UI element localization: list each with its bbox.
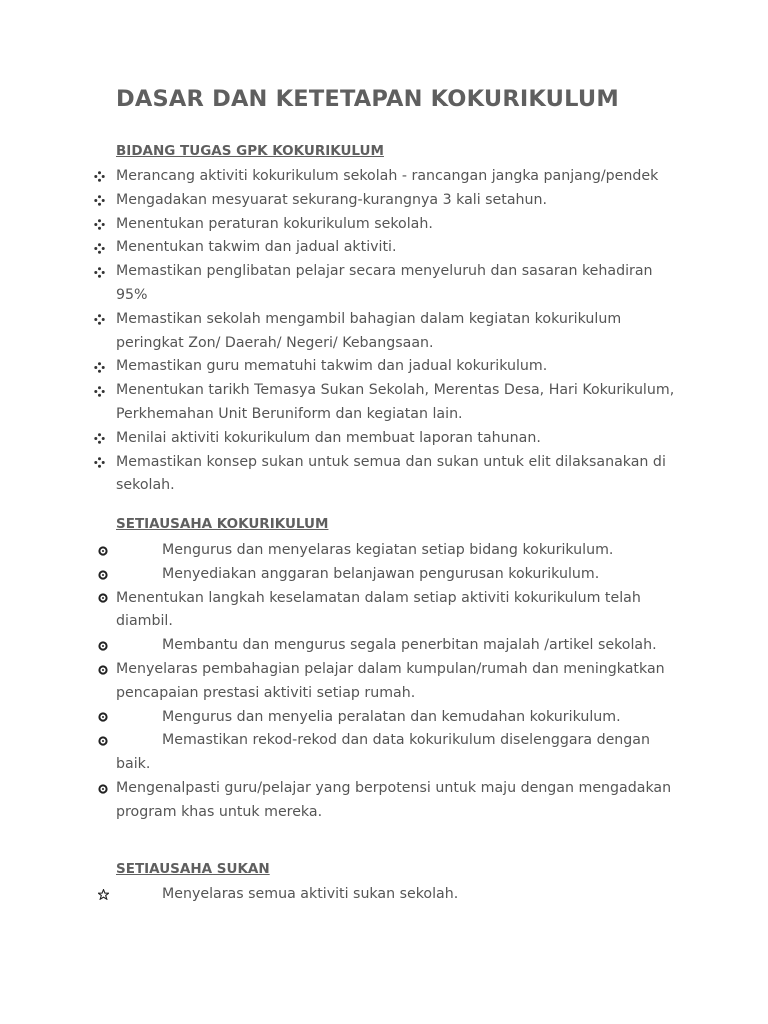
diamond-dots-icon — [93, 213, 105, 237]
diamond-dots-icon — [93, 427, 105, 451]
list-item — [0, 587, 768, 635]
list-item — [0, 883, 768, 907]
section-heading-bidang-tugas: BIDANG TUGAS GPK KOKURIKULUM — [116, 143, 384, 159]
ring-bullet-icon — [97, 587, 109, 611]
ring-bullet-icon — [97, 539, 109, 563]
section-heading-setiausaha-sukan: SETIAUSAHA SUKAN — [116, 861, 270, 877]
list-item-text: Memastikan konsep sukan untuk semua dan sukan untuk elit dilaksanakan di sekolah. — [116, 453, 666, 494]
list-item — [0, 308, 768, 356]
list-item — [0, 189, 768, 213]
diamond-dots-icon — [93, 165, 105, 189]
diamond-dots-icon — [93, 308, 105, 332]
list-item — [0, 236, 768, 260]
diamond-dots-icon — [93, 451, 105, 475]
ring-bullet-icon — [97, 729, 109, 753]
document-title: DASAR DAN KETETAPAN KOKURIKULUM — [116, 86, 619, 112]
list-item — [0, 165, 768, 189]
list-item-text: Memastikan guru mematuhi takwim dan jadual kokurikulum. — [116, 358, 548, 375]
list-item-text: Menyediakan anggaran belanjawan pengurusan kokurikulum. — [162, 565, 600, 582]
list-item-text: Merancang aktiviti kokurikulum sekolah - rancangan jangka panjang/pendek — [116, 168, 659, 184]
list-item-text: Menyelaras semua aktiviti sukan sekolah. — [162, 886, 459, 902]
list-item — [0, 260, 768, 308]
list-item-text: Mengurus dan menyelia peralatan dan kemudahan kokurikulum. — [162, 708, 621, 725]
list-item-text: Mengurus dan menyelaras kegiatan setiap bidang kokurikulum. — [162, 542, 614, 558]
list-item-text: Memastikan penglibatan pelajar secara menyeluruh dan sasaran kehadiran 95% — [116, 263, 653, 303]
diamond-dots-icon — [93, 189, 105, 213]
list-item-text: Menentukan langkah keselamatan dalam setiap aktiviti kokurikulum telah diambil. — [116, 589, 641, 630]
list-item-text: Mengadakan mesyuarat sekurang-kurangnya 3 kali setahun. — [116, 191, 548, 208]
list-item-text: Mengenalpasti guru/pelajar yang berpotensi untuk maju dengan mengadakan program khas untuk mereka. — [116, 779, 672, 820]
list-item — [0, 777, 768, 825]
list-item — [0, 634, 768, 658]
list-setiausaha-sukan — [0, 883, 768, 907]
list-item — [0, 658, 768, 706]
list-item — [0, 379, 768, 427]
section-heading-setiausaha-kokurikulum: SETIAUSAHA KOKURIKULUM — [116, 516, 329, 532]
ring-bullet-icon — [97, 563, 109, 587]
list-item — [0, 729, 768, 777]
list-item — [0, 706, 768, 730]
diamond-dots-icon — [93, 355, 105, 379]
ring-bullet-icon — [97, 634, 109, 658]
ring-bullet-icon — [97, 706, 109, 730]
list-bidang-tugas — [0, 165, 768, 498]
star-bullet-icon — [97, 883, 109, 907]
ring-bullet-icon — [97, 777, 109, 801]
list-item-text: Menilai aktiviti kokurikulum dan membuat laporan tahunan. — [116, 429, 541, 446]
list-item-text: Memastikan sekolah mengambil bahagian dalam kegiatan kokurikulum peringkat Zon/ Daerah/ Negeri/ Kebangsaan. — [116, 310, 622, 351]
diamond-dots-icon — [93, 236, 105, 260]
ring-bullet-icon — [97, 658, 109, 682]
list-item — [0, 213, 768, 237]
list-setiausaha-kokurikulum — [0, 539, 768, 825]
list-item-text: Menentukan peraturan kokurikulum sekolah. — [116, 215, 433, 232]
list-item-text: Menyelaras pembahagian pelajar dalam kumpulan/rumah dan meningkatkan pencapaian prestasi aktiviti setiap rumah. — [116, 660, 665, 701]
list-item-text: Membantu dan mengurus segala penerbitan majalah /artikel sekolah. — [162, 637, 657, 654]
list-item-text: Menentukan takwim dan jadual aktiviti. — [116, 239, 397, 256]
list-item — [0, 539, 768, 563]
list-item — [0, 451, 768, 499]
diamond-dots-icon — [93, 379, 105, 403]
list-item-text: Menentukan tarikh Temasya Sukan Sekolah, Merentas Desa, Hari Kokurikulum, Perkhemahan Unit Beruniform dan kegiatan lain. — [116, 382, 675, 422]
diamond-dots-icon — [93, 260, 105, 284]
list-item — [0, 355, 768, 379]
list-item — [0, 563, 768, 587]
list-item — [0, 427, 768, 451]
list-item-text: Memastikan rekod-rekod dan data kokurikulum diselenggara dengan baik. — [116, 732, 650, 773]
